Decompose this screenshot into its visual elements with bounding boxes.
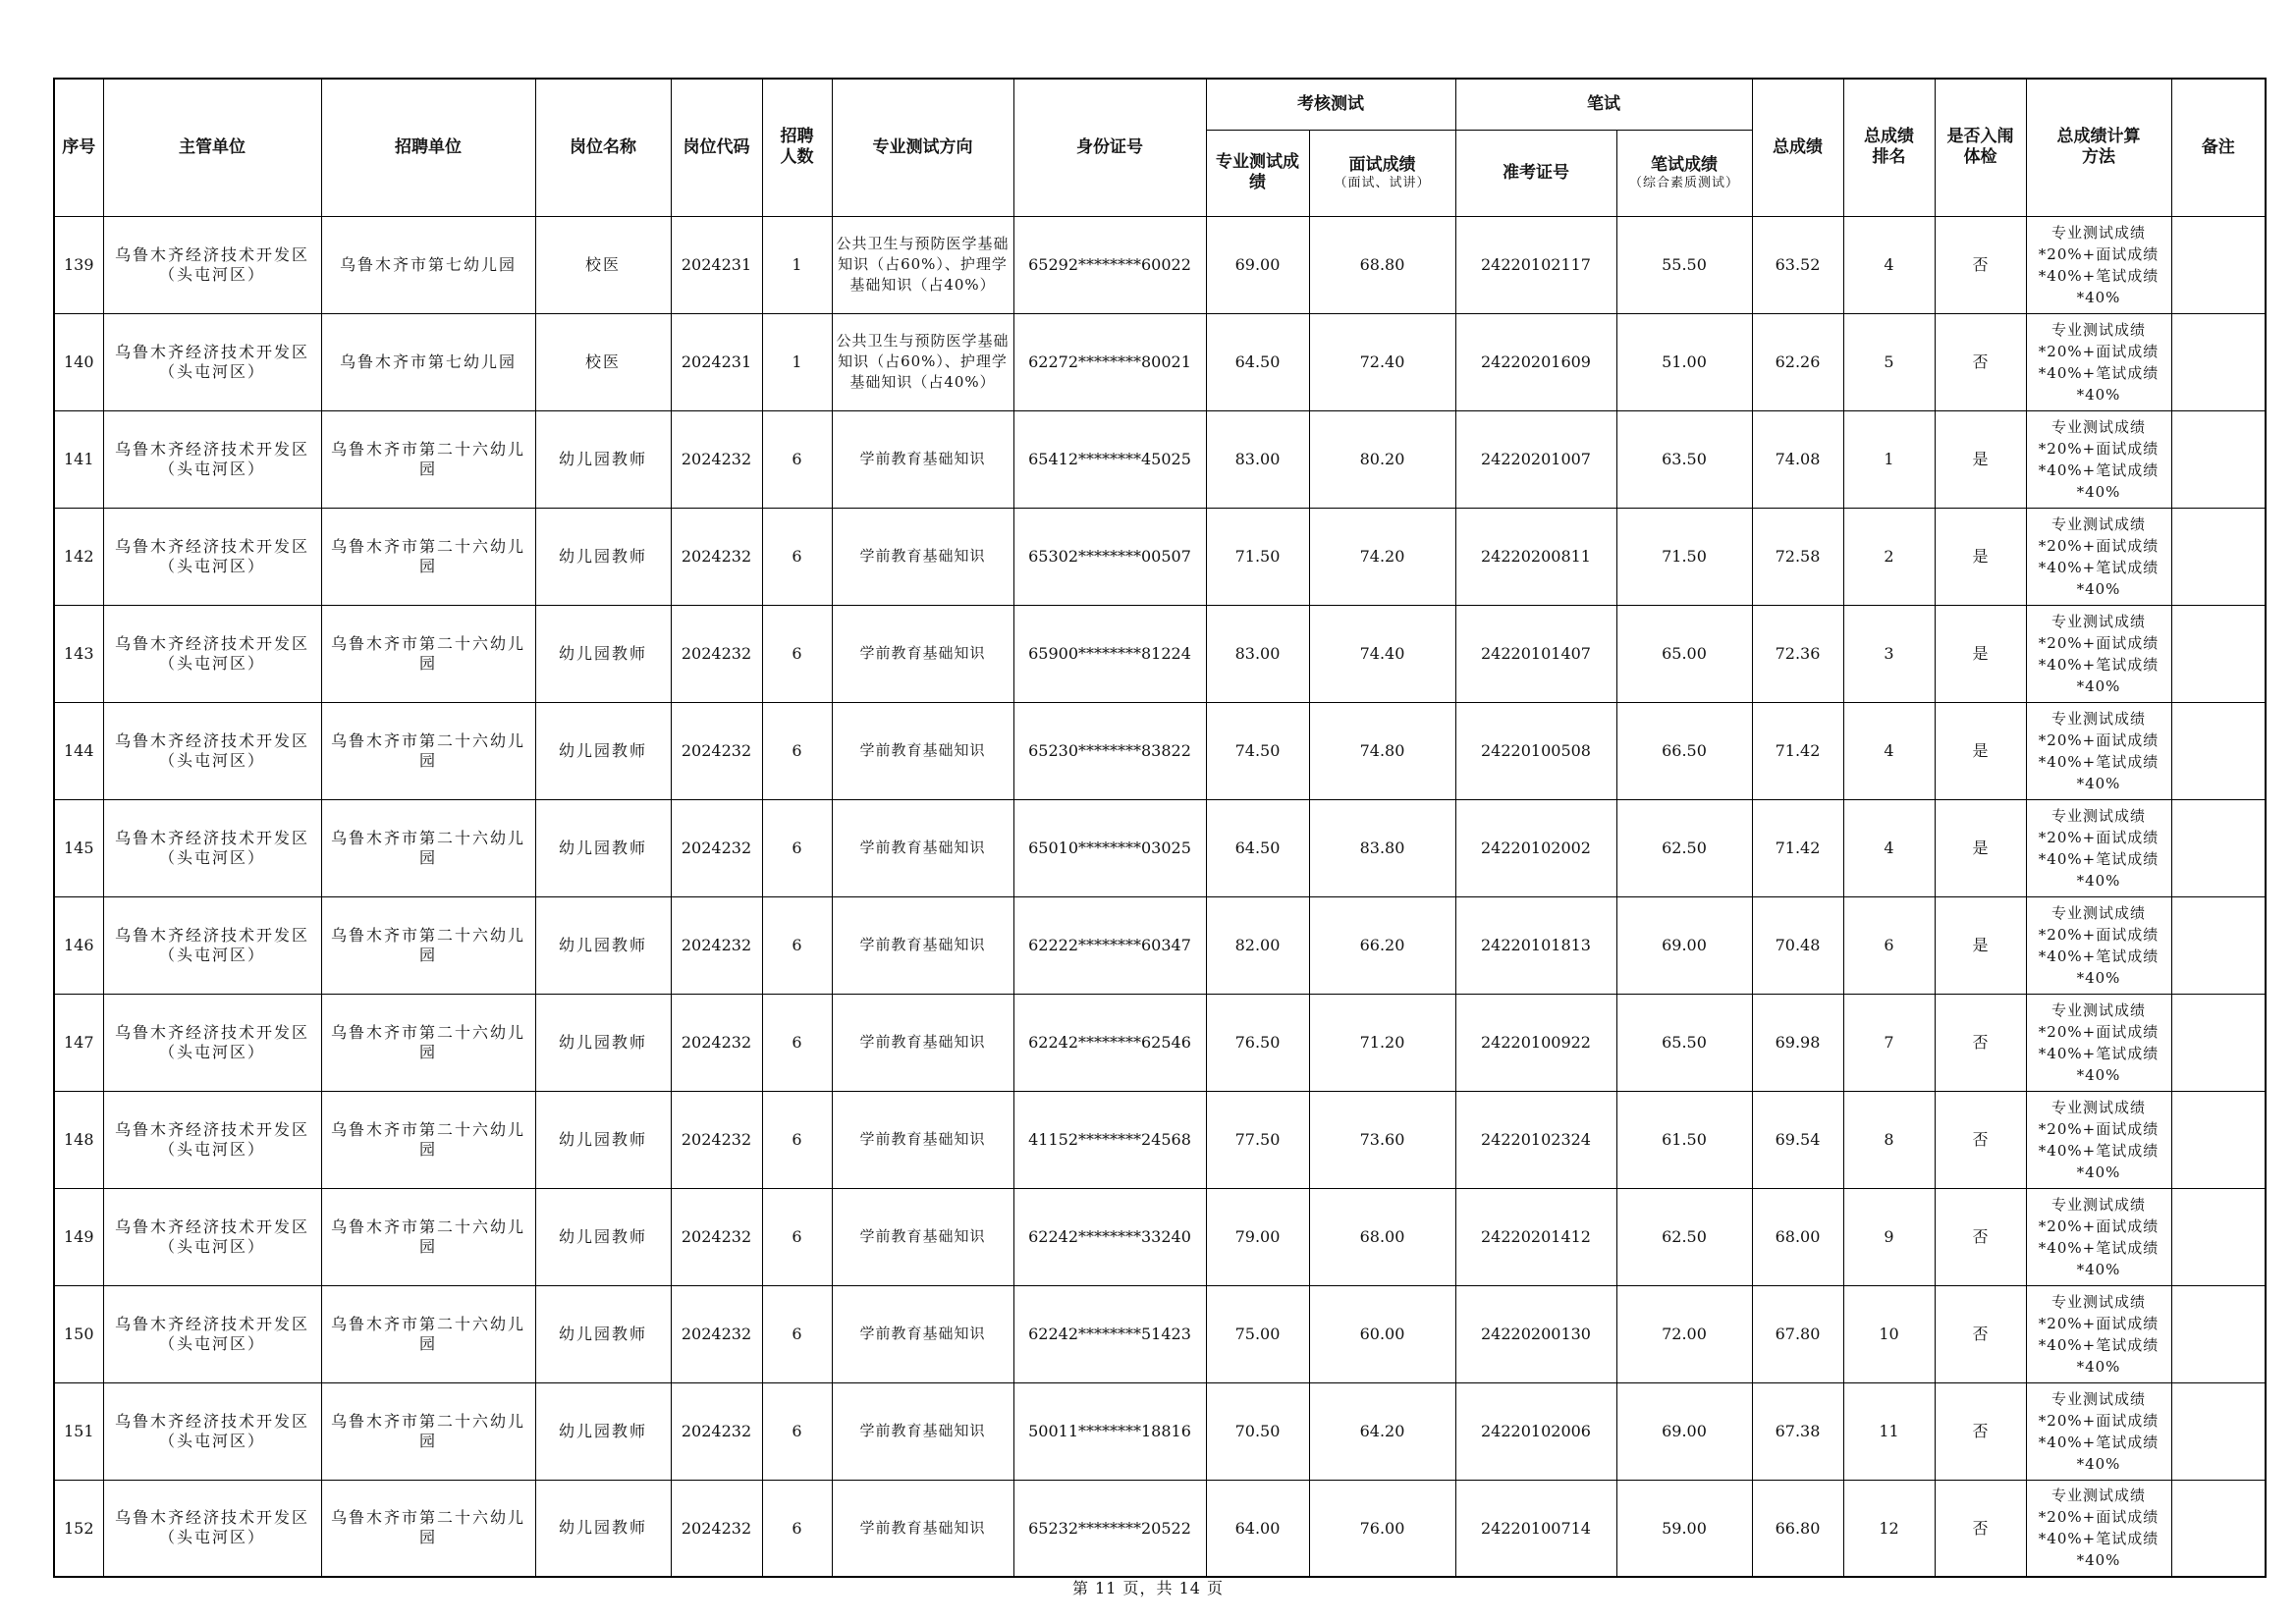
post-name-cell: 幼儿园教师 bbox=[535, 1091, 671, 1188]
method-cell: 专业测试成绩*20%+面试成绩*40%+笔试成绩*40% bbox=[2026, 1188, 2171, 1285]
id-number-cell: 41152********24568 bbox=[1013, 1091, 1206, 1188]
seq-cell: 142 bbox=[54, 508, 103, 605]
rank-cell: 7 bbox=[1843, 994, 1935, 1091]
method-cell: 专业测试成绩*20%+面试成绩*40%+笔试成绩*40% bbox=[2026, 216, 2171, 313]
total-score-cell: 67.80 bbox=[1752, 1285, 1843, 1382]
post-code-cell: 2024232 bbox=[671, 994, 762, 1091]
exam-number-cell: 24220200130 bbox=[1455, 1285, 1616, 1382]
test-direction-cell: 学前教育基础知识 bbox=[832, 605, 1013, 702]
rank-cell: 11 bbox=[1843, 1382, 1935, 1480]
dept-cell: 乌鲁木齐经济技术开发区（头屯河区） bbox=[103, 702, 321, 799]
header-id-number: 身份证号 bbox=[1013, 79, 1206, 216]
physical-exam-cell: 是 bbox=[1935, 799, 2026, 896]
unit-cell: 乌鲁木齐市第二十六幼儿园 bbox=[321, 994, 535, 1091]
quota-cell: 6 bbox=[762, 605, 832, 702]
post-name-cell: 校医 bbox=[535, 313, 671, 410]
quota-cell: 1 bbox=[762, 216, 832, 313]
pro-score-cell: 71.50 bbox=[1206, 508, 1309, 605]
pro-score-cell: 82.00 bbox=[1206, 896, 1309, 994]
quota-cell: 6 bbox=[762, 1285, 832, 1382]
header-post-name: 岗位名称 bbox=[535, 79, 671, 216]
exam-number-cell: 24220102324 bbox=[1455, 1091, 1616, 1188]
remark-cell bbox=[2171, 313, 2266, 410]
table-row bbox=[54, 702, 2266, 799]
exam-number-cell: 24220102002 bbox=[1455, 799, 1616, 896]
remark-cell bbox=[2171, 605, 2266, 702]
post-code-cell: 2024231 bbox=[671, 313, 762, 410]
total-score-cell: 63.52 bbox=[1752, 216, 1843, 313]
physical-exam-cell: 否 bbox=[1935, 1382, 2026, 1480]
post-code-cell: 2024232 bbox=[671, 896, 762, 994]
total-score-cell: 62.26 bbox=[1752, 313, 1843, 410]
total-score-cell: 69.98 bbox=[1752, 994, 1843, 1091]
physical-exam-cell: 否 bbox=[1935, 994, 2026, 1091]
exam-number-cell: 24220101813 bbox=[1455, 896, 1616, 994]
remark-cell bbox=[2171, 799, 2266, 896]
dept-cell: 乌鲁木齐经济技术开发区（头屯河区） bbox=[103, 1091, 321, 1188]
post-name-cell: 幼儿园教师 bbox=[535, 508, 671, 605]
interview-score-cell: 64.20 bbox=[1309, 1382, 1455, 1480]
method-cell: 专业测试成绩*20%+面试成绩*40%+笔试成绩*40% bbox=[2026, 605, 2171, 702]
pro-score-cell: 79.00 bbox=[1206, 1188, 1309, 1285]
seq-cell: 152 bbox=[54, 1480, 103, 1577]
header-interview-score bbox=[1309, 130, 1455, 216]
test-direction-cell: 学前教育基础知识 bbox=[832, 702, 1013, 799]
header-written-score-title: 笔试成绩 bbox=[1651, 154, 1718, 175]
written-score-cell: 69.00 bbox=[1616, 896, 1752, 994]
seq-cell: 150 bbox=[54, 1285, 103, 1382]
remark-cell bbox=[2171, 1480, 2266, 1577]
header-test-direction: 专业测试方向 bbox=[832, 79, 1013, 216]
unit-cell: 乌鲁木齐市第二十六幼儿园 bbox=[321, 1382, 535, 1480]
physical-exam-cell: 否 bbox=[1935, 1188, 2026, 1285]
exam-number-cell: 24220100922 bbox=[1455, 994, 1616, 1091]
physical-exam-cell: 否 bbox=[1935, 1091, 2026, 1188]
test-direction-cell: 学前教育基础知识 bbox=[832, 896, 1013, 994]
pro-score-cell: 83.00 bbox=[1206, 410, 1309, 508]
table-row bbox=[54, 1091, 2266, 1188]
post-code-cell: 2024232 bbox=[671, 508, 762, 605]
table-row bbox=[54, 1285, 2266, 1382]
method-cell: 专业测试成绩*20%+面试成绩*40%+笔试成绩*40% bbox=[2026, 896, 2171, 994]
test-direction-cell: 学前教育基础知识 bbox=[832, 994, 1013, 1091]
post-name-cell: 幼儿园教师 bbox=[535, 896, 671, 994]
id-number-cell: 62242********62546 bbox=[1013, 994, 1206, 1091]
dept-cell: 乌鲁木齐经济技术开发区（头屯河区） bbox=[103, 799, 321, 896]
id-number-cell: 62242********33240 bbox=[1013, 1188, 1206, 1285]
physical-exam-cell: 是 bbox=[1935, 896, 2026, 994]
unit-cell: 乌鲁木齐市第七幼儿园 bbox=[321, 216, 535, 313]
total-score-cell: 71.42 bbox=[1752, 799, 1843, 896]
total-score-cell: 72.36 bbox=[1752, 605, 1843, 702]
interview-score-cell: 74.80 bbox=[1309, 702, 1455, 799]
seq-cell: 149 bbox=[54, 1188, 103, 1285]
header-physical: 是否入闱体检 bbox=[1935, 79, 2026, 216]
physical-exam-cell: 否 bbox=[1935, 313, 2026, 410]
rank-cell: 12 bbox=[1843, 1480, 1935, 1577]
quota-cell: 6 bbox=[762, 896, 832, 994]
total-score-cell: 66.80 bbox=[1752, 1480, 1843, 1577]
written-score-cell: 71.50 bbox=[1616, 508, 1752, 605]
exam-number-cell: 24220200811 bbox=[1455, 508, 1616, 605]
header-written-score bbox=[1616, 130, 1752, 216]
table-row bbox=[54, 896, 2266, 994]
post-name-cell: 幼儿园教师 bbox=[535, 702, 671, 799]
exam-number-cell: 24220201609 bbox=[1455, 313, 1616, 410]
seq-cell: 139 bbox=[54, 216, 103, 313]
table-row bbox=[54, 1382, 2266, 1480]
remark-cell bbox=[2171, 702, 2266, 799]
test-direction-cell: 学前教育基础知识 bbox=[832, 1382, 1013, 1480]
exam-number-cell: 24220102117 bbox=[1455, 216, 1616, 313]
id-number-cell: 65900********81224 bbox=[1013, 605, 1206, 702]
method-cell: 专业测试成绩*20%+面试成绩*40%+笔试成绩*40% bbox=[2026, 799, 2171, 896]
exam-number-cell: 24220100508 bbox=[1455, 702, 1616, 799]
pro-score-cell: 70.50 bbox=[1206, 1382, 1309, 1480]
written-score-cell: 65.00 bbox=[1616, 605, 1752, 702]
pro-score-cell: 64.50 bbox=[1206, 799, 1309, 896]
dept-cell: 乌鲁木齐经济技术开发区（头屯河区） bbox=[103, 994, 321, 1091]
header-total: 总成绩 bbox=[1752, 79, 1843, 216]
dept-cell: 乌鲁木齐经济技术开发区（头屯河区） bbox=[103, 605, 321, 702]
quota-cell: 6 bbox=[762, 1188, 832, 1285]
remark-cell bbox=[2171, 1285, 2266, 1382]
header-pro-score: 专业测试成绩 bbox=[1206, 130, 1309, 216]
test-direction-cell: 学前教育基础知识 bbox=[832, 799, 1013, 896]
header-seq: 序号 bbox=[54, 79, 103, 216]
seq-cell: 144 bbox=[54, 702, 103, 799]
remark-cell bbox=[2171, 410, 2266, 508]
rank-cell: 6 bbox=[1843, 896, 1935, 994]
header-quota: 招聘人数 bbox=[762, 79, 832, 216]
written-score-cell: 55.50 bbox=[1616, 216, 1752, 313]
written-score-cell: 63.50 bbox=[1616, 410, 1752, 508]
method-cell: 专业测试成绩*20%+面试成绩*40%+笔试成绩*40% bbox=[2026, 313, 2171, 410]
test-direction-cell: 公共卫生与预防医学基础知识（占60%）、护理学基础知识（占40%） bbox=[832, 216, 1013, 313]
seq-cell: 148 bbox=[54, 1091, 103, 1188]
total-score-cell: 68.00 bbox=[1752, 1188, 1843, 1285]
table-row bbox=[54, 605, 2266, 702]
score-table bbox=[53, 78, 2267, 1578]
rank-cell: 10 bbox=[1843, 1285, 1935, 1382]
physical-exam-cell: 是 bbox=[1935, 605, 2026, 702]
method-cell: 专业测试成绩*20%+面试成绩*40%+笔试成绩*40% bbox=[2026, 410, 2171, 508]
post-name-cell: 幼儿园教师 bbox=[535, 1480, 671, 1577]
table-row bbox=[54, 508, 2266, 605]
table-row bbox=[54, 799, 2266, 896]
rank-cell: 9 bbox=[1843, 1188, 1935, 1285]
id-number-cell: 65232********20522 bbox=[1013, 1480, 1206, 1577]
unit-cell: 乌鲁木齐市第七幼儿园 bbox=[321, 313, 535, 410]
physical-exam-cell: 否 bbox=[1935, 1285, 2026, 1382]
rank-cell: 3 bbox=[1843, 605, 1935, 702]
method-cell: 专业测试成绩*20%+面试成绩*40%+笔试成绩*40% bbox=[2026, 702, 2171, 799]
unit-cell: 乌鲁木齐市第二十六幼儿园 bbox=[321, 1091, 535, 1188]
test-direction-cell: 学前教育基础知识 bbox=[832, 410, 1013, 508]
physical-exam-cell: 否 bbox=[1935, 216, 2026, 313]
pro-score-cell: 77.50 bbox=[1206, 1091, 1309, 1188]
seq-cell: 143 bbox=[54, 605, 103, 702]
interview-score-cell: 74.20 bbox=[1309, 508, 1455, 605]
seq-cell: 140 bbox=[54, 313, 103, 410]
unit-cell: 乌鲁木齐市第二十六幼儿园 bbox=[321, 1285, 535, 1382]
post-code-cell: 2024231 bbox=[671, 216, 762, 313]
interview-score-cell: 60.00 bbox=[1309, 1285, 1455, 1382]
post-code-cell: 2024232 bbox=[671, 605, 762, 702]
header-rank: 总成绩排名 bbox=[1843, 79, 1935, 216]
dept-cell: 乌鲁木齐经济技术开发区（头屯河区） bbox=[103, 508, 321, 605]
interview-score-cell: 68.80 bbox=[1309, 216, 1455, 313]
written-score-cell: 72.00 bbox=[1616, 1285, 1752, 1382]
interview-score-cell: 66.20 bbox=[1309, 896, 1455, 994]
seq-cell: 147 bbox=[54, 994, 103, 1091]
header-interview-score-note: （面试、试讲） bbox=[1334, 175, 1431, 190]
header-interview-score-title: 面试成绩 bbox=[1348, 154, 1416, 175]
page-footer: 第 11 页，共 14 页 bbox=[1071, 1579, 1225, 1597]
quota-cell: 6 bbox=[762, 1091, 832, 1188]
quota-cell: 6 bbox=[762, 508, 832, 605]
id-number-cell: 65230********83822 bbox=[1013, 702, 1206, 799]
dept-cell: 乌鲁木齐经济技术开发区（头屯河区） bbox=[103, 1285, 321, 1382]
table-row bbox=[54, 410, 2266, 508]
post-name-cell: 幼儿园教师 bbox=[535, 1382, 671, 1480]
test-direction-cell: 学前教育基础知识 bbox=[832, 1091, 1013, 1188]
written-score-cell: 62.50 bbox=[1616, 1188, 1752, 1285]
total-score-cell: 67.38 bbox=[1752, 1382, 1843, 1480]
rank-cell: 4 bbox=[1843, 799, 1935, 896]
quota-cell: 6 bbox=[762, 994, 832, 1091]
method-cell: 专业测试成绩*20%+面试成绩*40%+笔试成绩*40% bbox=[2026, 1480, 2171, 1577]
rank-cell: 1 bbox=[1843, 410, 1935, 508]
post-code-cell: 2024232 bbox=[671, 410, 762, 508]
pro-score-cell: 76.50 bbox=[1206, 994, 1309, 1091]
id-number-cell: 65412********45025 bbox=[1013, 410, 1206, 508]
exam-number-cell: 24220201007 bbox=[1455, 410, 1616, 508]
test-direction-cell: 公共卫生与预防医学基础知识（占60%）、护理学基础知识（占40%） bbox=[832, 313, 1013, 410]
test-direction-cell: 学前教育基础知识 bbox=[832, 508, 1013, 605]
unit-cell: 乌鲁木齐市第二十六幼儿园 bbox=[321, 508, 535, 605]
rank-cell: 8 bbox=[1843, 1091, 1935, 1188]
dept-cell: 乌鲁木齐经济技术开发区（头屯河区） bbox=[103, 1480, 321, 1577]
method-cell: 专业测试成绩*20%+面试成绩*40%+笔试成绩*40% bbox=[2026, 508, 2171, 605]
quota-cell: 1 bbox=[762, 313, 832, 410]
test-direction-cell: 学前教育基础知识 bbox=[832, 1480, 1013, 1577]
physical-exam-cell: 是 bbox=[1935, 508, 2026, 605]
interview-score-cell: 72.40 bbox=[1309, 313, 1455, 410]
remark-cell bbox=[2171, 896, 2266, 994]
header-exam-number: 准考证号 bbox=[1455, 130, 1616, 216]
remark-cell bbox=[2171, 1091, 2266, 1188]
header-unit: 招聘单位 bbox=[321, 79, 535, 216]
dept-cell: 乌鲁木齐经济技术开发区（头屯河区） bbox=[103, 896, 321, 994]
exam-number-cell: 24220201412 bbox=[1455, 1188, 1616, 1285]
interview-score-cell: 74.40 bbox=[1309, 605, 1455, 702]
remark-cell bbox=[2171, 994, 2266, 1091]
post-code-cell: 2024232 bbox=[671, 702, 762, 799]
interview-score-cell: 76.00 bbox=[1309, 1480, 1455, 1577]
id-number-cell: 62222********60347 bbox=[1013, 896, 1206, 994]
dept-cell: 乌鲁木齐经济技术开发区（头屯河区） bbox=[103, 1382, 321, 1480]
total-score-cell: 69.54 bbox=[1752, 1091, 1843, 1188]
written-score-cell: 59.00 bbox=[1616, 1480, 1752, 1577]
exam-number-cell: 24220101407 bbox=[1455, 605, 1616, 702]
post-code-cell: 2024232 bbox=[671, 1285, 762, 1382]
written-score-cell: 65.50 bbox=[1616, 994, 1752, 1091]
id-number-cell: 50011********18816 bbox=[1013, 1382, 1206, 1480]
exam-number-cell: 24220100714 bbox=[1455, 1480, 1616, 1577]
table-header bbox=[54, 79, 2266, 216]
method-cell: 专业测试成绩*20%+面试成绩*40%+笔试成绩*40% bbox=[2026, 1285, 2171, 1382]
unit-cell: 乌鲁木齐市第二十六幼儿园 bbox=[321, 1188, 535, 1285]
method-cell: 专业测试成绩*20%+面试成绩*40%+笔试成绩*40% bbox=[2026, 994, 2171, 1091]
post-name-cell: 幼儿园教师 bbox=[535, 1285, 671, 1382]
post-code-cell: 2024232 bbox=[671, 799, 762, 896]
seq-cell: 151 bbox=[54, 1382, 103, 1480]
id-number-cell: 65302********00507 bbox=[1013, 508, 1206, 605]
physical-exam-cell: 是 bbox=[1935, 702, 2026, 799]
unit-cell: 乌鲁木齐市第二十六幼儿园 bbox=[321, 896, 535, 994]
rank-cell: 2 bbox=[1843, 508, 1935, 605]
header-remark: 备注 bbox=[2171, 79, 2266, 216]
interview-score-cell: 68.00 bbox=[1309, 1188, 1455, 1285]
interview-score-cell: 71.20 bbox=[1309, 994, 1455, 1091]
table-row bbox=[54, 1480, 2266, 1577]
written-score-cell: 69.00 bbox=[1616, 1382, 1752, 1480]
dept-cell: 乌鲁木齐经济技术开发区（头屯河区） bbox=[103, 1188, 321, 1285]
pro-score-cell: 69.00 bbox=[1206, 216, 1309, 313]
written-score-cell: 61.50 bbox=[1616, 1091, 1752, 1188]
total-score-cell: 70.48 bbox=[1752, 896, 1843, 994]
seq-cell: 146 bbox=[54, 896, 103, 994]
pro-score-cell: 74.50 bbox=[1206, 702, 1309, 799]
remark-cell bbox=[2171, 1382, 2266, 1480]
remark-cell bbox=[2171, 1188, 2266, 1285]
unit-cell: 乌鲁木齐市第二十六幼儿园 bbox=[321, 605, 535, 702]
pro-score-cell: 75.00 bbox=[1206, 1285, 1309, 1382]
id-number-cell: 62242********51423 bbox=[1013, 1285, 1206, 1382]
test-direction-cell: 学前教育基础知识 bbox=[832, 1285, 1013, 1382]
table-row bbox=[54, 216, 2266, 313]
post-name-cell: 幼儿园教师 bbox=[535, 799, 671, 896]
rank-cell: 4 bbox=[1843, 702, 1935, 799]
post-name-cell: 校医 bbox=[535, 216, 671, 313]
post-name-cell: 幼儿园教师 bbox=[535, 994, 671, 1091]
seq-cell: 141 bbox=[54, 410, 103, 508]
unit-cell: 乌鲁木齐市第二十六幼儿园 bbox=[321, 410, 535, 508]
dept-cell: 乌鲁木齐经济技术开发区（头屯河区） bbox=[103, 410, 321, 508]
written-score-cell: 66.50 bbox=[1616, 702, 1752, 799]
unit-cell: 乌鲁木齐市第二十六幼儿园 bbox=[321, 799, 535, 896]
physical-exam-cell: 是 bbox=[1935, 410, 2026, 508]
exam-number-cell: 24220102006 bbox=[1455, 1382, 1616, 1480]
interview-score-cell: 73.60 bbox=[1309, 1091, 1455, 1188]
header-post-code: 岗位代码 bbox=[671, 79, 762, 216]
id-number-cell: 65292********60022 bbox=[1013, 216, 1206, 313]
id-number-cell: 62272********80021 bbox=[1013, 313, 1206, 410]
interview-score-cell: 83.80 bbox=[1309, 799, 1455, 896]
post-name-cell: 幼儿园教师 bbox=[535, 605, 671, 702]
id-number-cell: 65010********03025 bbox=[1013, 799, 1206, 896]
quota-cell: 6 bbox=[762, 1382, 832, 1480]
total-score-cell: 71.42 bbox=[1752, 702, 1843, 799]
pro-score-cell: 83.00 bbox=[1206, 605, 1309, 702]
post-code-cell: 2024232 bbox=[671, 1480, 762, 1577]
interview-score-cell: 80.20 bbox=[1309, 410, 1455, 508]
quota-cell: 6 bbox=[762, 410, 832, 508]
quota-cell: 6 bbox=[762, 799, 832, 896]
table-row bbox=[54, 994, 2266, 1091]
remark-cell bbox=[2171, 216, 2266, 313]
seq-cell: 145 bbox=[54, 799, 103, 896]
header-assessment-group: 考核测试 bbox=[1206, 79, 1455, 130]
header-method: 总成绩计算方法 bbox=[2026, 79, 2171, 216]
quota-cell: 6 bbox=[762, 702, 832, 799]
table-row bbox=[54, 313, 2266, 410]
quota-cell: 6 bbox=[762, 1480, 832, 1577]
header-written-group: 笔试 bbox=[1455, 79, 1752, 130]
dept-cell: 乌鲁木齐经济技术开发区（头屯河区） bbox=[103, 313, 321, 410]
pro-score-cell: 64.50 bbox=[1206, 313, 1309, 410]
table-row bbox=[54, 1188, 2266, 1285]
total-score-cell: 74.08 bbox=[1752, 410, 1843, 508]
post-code-cell: 2024232 bbox=[671, 1382, 762, 1480]
header-dept: 主管单位 bbox=[103, 79, 321, 216]
physical-exam-cell: 否 bbox=[1935, 1480, 2026, 1577]
written-score-cell: 51.00 bbox=[1616, 313, 1752, 410]
post-code-cell: 2024232 bbox=[671, 1091, 762, 1188]
test-direction-cell: 学前教育基础知识 bbox=[832, 1188, 1013, 1285]
method-cell: 专业测试成绩*20%+面试成绩*40%+笔试成绩*40% bbox=[2026, 1091, 2171, 1188]
rank-cell: 5 bbox=[1843, 313, 1935, 410]
remark-cell bbox=[2171, 508, 2266, 605]
header-written-score-note: （综合素质测试） bbox=[1628, 175, 1739, 190]
unit-cell: 乌鲁木齐市第二十六幼儿园 bbox=[321, 702, 535, 799]
unit-cell: 乌鲁木齐市第二十六幼儿园 bbox=[321, 1480, 535, 1577]
written-score-cell: 62.50 bbox=[1616, 799, 1752, 896]
rank-cell: 4 bbox=[1843, 216, 1935, 313]
dept-cell: 乌鲁木齐经济技术开发区（头屯河区） bbox=[103, 216, 321, 313]
table-body bbox=[54, 216, 2266, 1577]
method-cell: 专业测试成绩*20%+面试成绩*40%+笔试成绩*40% bbox=[2026, 1382, 2171, 1480]
post-name-cell: 幼儿园教师 bbox=[535, 410, 671, 508]
total-score-cell: 72.58 bbox=[1752, 508, 1843, 605]
post-code-cell: 2024232 bbox=[671, 1188, 762, 1285]
pro-score-cell: 64.00 bbox=[1206, 1480, 1309, 1577]
post-name-cell: 幼儿园教师 bbox=[535, 1188, 671, 1285]
